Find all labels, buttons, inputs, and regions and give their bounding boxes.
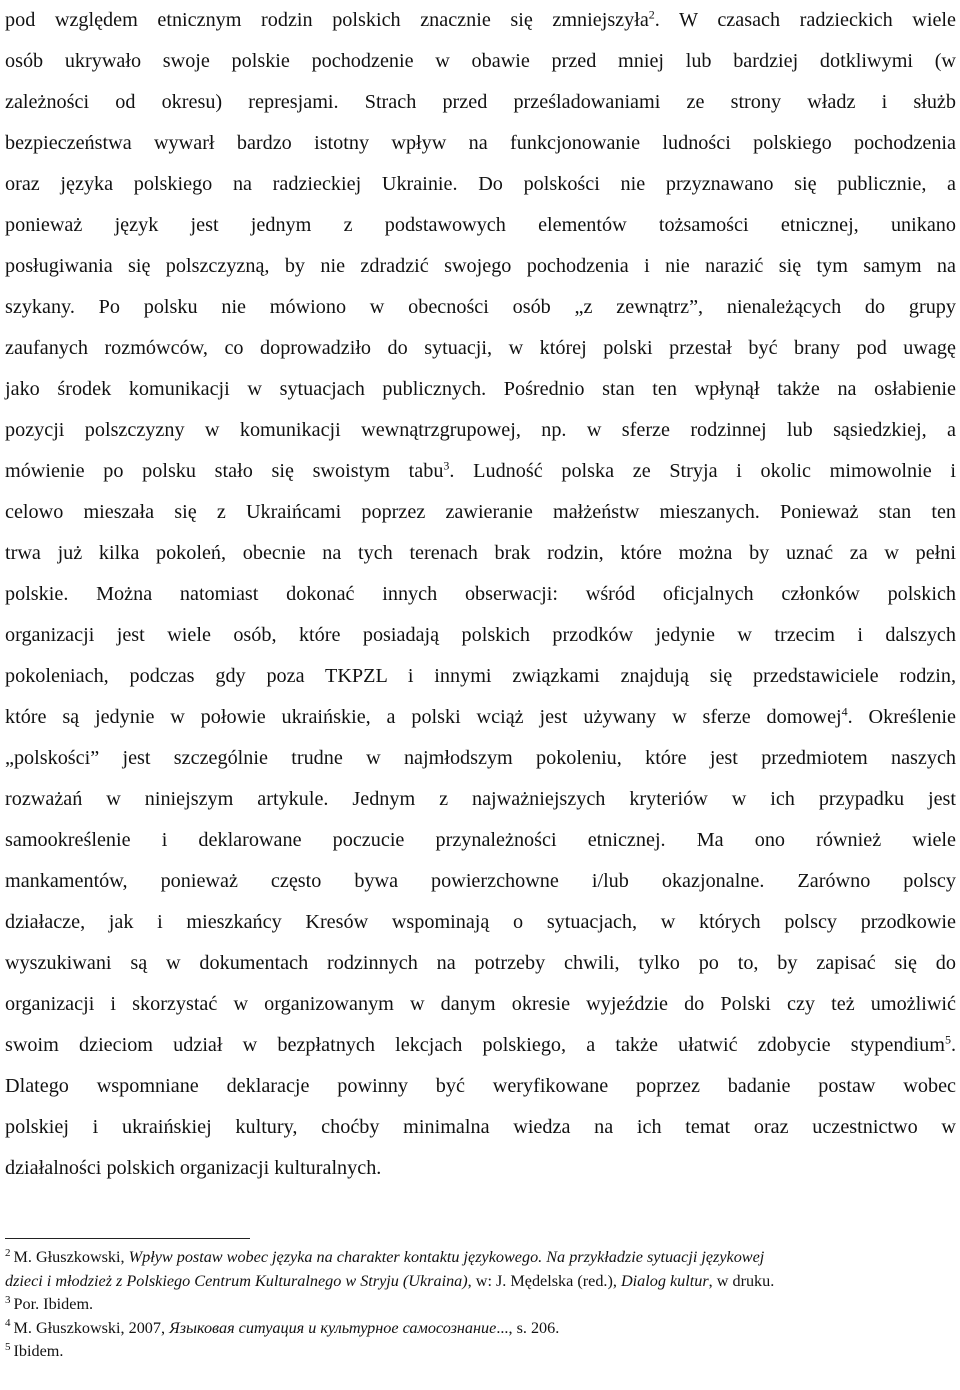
footnotes [5, 1246, 956, 1364]
text-run: mankamentów, ponieważ często bywa powierzchowne i/lub okazjonalne. Zarówno polscy [5, 870, 956, 892]
text-line [5, 943, 956, 984]
footnote-number: 5 [5, 1340, 11, 1353]
text-run: osób ukrywało swoje polskie pochodzenie w obawie przed mniej lub bardziej dotkliwymi (w [5, 50, 956, 72]
text-line [5, 123, 956, 164]
text-run: . [950, 1034, 956, 1056]
text-run: trwa już kilka pokoleń, obecnie na tych terenach brak rodzin, które można by uznać za w pełni [5, 542, 956, 564]
text-run: polskie. Można natomiast dokonać innych obserwacji: wśród oficjalnych członków polskich [5, 583, 956, 605]
text-line [5, 328, 956, 369]
text-line [5, 1148, 956, 1189]
text-run: posługiwania się polszczyzną, by nie zdradzić swojego pochodzenia i nie narazić się tym samym na [5, 255, 956, 277]
text-line [5, 738, 956, 779]
footnote-2 [5, 1246, 956, 1270]
text-run: . Określenie [847, 706, 956, 728]
footnote-separator [5, 1238, 250, 1239]
footnote-5 [5, 1340, 956, 1364]
footnote-3 [5, 1293, 956, 1317]
text-run: szykany. Po polsku nie mówiono w obecności osób „z zewnątrz”, nienależących do grupy [5, 296, 956, 318]
text-line [5, 287, 956, 328]
text-run: oraz języka polskiego na radzieckiej Ukrainie. Do polskości nie przyznawano się publicznie, a [5, 173, 956, 195]
footnote-ref: 2 [648, 7, 655, 22]
text-run: ponieważ język jest jednym z podstawowych elementów tożsamości etnicznej, unikano [5, 214, 956, 236]
text-line [5, 82, 956, 123]
footnote-text: , w: J. Mędelska (red.), [467, 1271, 621, 1290]
text-run: celowo mieszała się z Ukraińcami poprzez zawieranie małżeństw mieszanych. Ponieważ stan ten [5, 501, 956, 523]
text-run: pokoleniach, podczas gdy poza TKPZL i innymi związkami znajdują się przedstawiciele rodzin, [5, 665, 956, 687]
text-line [5, 492, 956, 533]
footnote-number: 4 [5, 1317, 11, 1330]
text-run: rozważań w niniejszym artykule. Jednym z najważniejszych kryteriów w ich przypadku jest [5, 788, 956, 810]
text-run: organizacji i skorzystać w organizowanym w danym okresie wyjeździe do Polski czy też umożliwić [5, 993, 956, 1015]
text-run: wyszukiwani są w dokumentach rodzinnych na potrzeby chwili, tylko po to, by zapisać się do [5, 952, 956, 974]
text-run: bezpieczeństwa wywarł bardzo istotny wpływ na funkcjonowanie ludności polskiego pochodzenia [5, 132, 956, 154]
text-line [5, 779, 956, 820]
text-line [5, 697, 956, 738]
text-line [5, 0, 956, 41]
text-line [5, 1025, 956, 1066]
text-run: organizacji jest wiele osób, które posiadają polskich przodków jedynie w trzecim i dalszych [5, 624, 956, 646]
text-line [5, 41, 956, 82]
text-run: mówienie po polsku stało się swoistym tabu [5, 460, 444, 482]
footnote-text: dzieci i młodzież z Polskiego Centrum Kulturalnego w Stryju (Ukraina) [5, 1271, 468, 1290]
footnote-text: Por. Ibidem. [13, 1295, 94, 1313]
text-line [5, 902, 956, 943]
text-line [5, 1066, 956, 1107]
text-run: działacze, jak i mieszkańcy Kresów wspominają o sytuacjach, w których polscy przodkowie [5, 911, 956, 933]
text-line [5, 451, 956, 492]
text-line [5, 861, 956, 902]
text-line [5, 410, 956, 451]
footnote-ref: 5 [944, 1032, 951, 1047]
text-run: pod względem etnicznym rodzin polskich znacznie się zmniejszyła [5, 9, 649, 31]
text-line [5, 369, 956, 410]
footnote-4 [5, 1317, 956, 1341]
footnote-number: 3 [5, 1293, 11, 1306]
text-run: . Ludność polska ze Stryja i okolic mimowolnie i [449, 460, 956, 482]
footnote-text: ..., s. 206. [496, 1318, 560, 1337]
text-run: które są jedynie w połowie ukraińskie, a polski wciąż jest używany w sferze domowej [5, 706, 842, 728]
text-line [5, 984, 956, 1025]
text-run: swoim dzieciom udział w bezpłatnych lekcjach polskiego, a także ułatwić zdobycie stypendium [5, 1034, 945, 1056]
text-line [5, 820, 956, 861]
footnote-text: Dialog kultur [620, 1271, 709, 1290]
text-run: polskiej i ukraińskiej kultury, choćby minimalna wiedza na ich temat oraz uczestnictwo w [5, 1116, 956, 1138]
text-line [5, 164, 956, 205]
text-line [5, 205, 956, 246]
footnote-text: M. Głuszkowski, 2007, [13, 1318, 170, 1337]
text-run: . W czasach radzieckich wiele [654, 9, 956, 31]
text-run: działalności polskich organizacji kulturalnych. [5, 1157, 382, 1179]
footnote-ref: 3 [443, 458, 450, 473]
footnote-ref: 4 [841, 704, 848, 719]
text-run: zaufanych rozmówców, co doprowadziło do sytuacji, w której polski przestał być brany pod uwagę [5, 337, 956, 359]
footnote-number: 2 [5, 1246, 11, 1259]
footnote-text: Языковая ситуация и культурное самосознание [169, 1318, 497, 1337]
text-line [5, 246, 956, 287]
body-paragraph [5, 0, 956, 1189]
text-line [5, 574, 956, 615]
text-line [5, 533, 956, 574]
footnote-text: M. Głuszkowski, [13, 1248, 129, 1266]
text-run: zależności od okresu) represjami. Strach przed prześladowaniami ze strony władz i służb [5, 91, 956, 113]
footnote-text: , w druku. [708, 1271, 775, 1290]
text-line [5, 1107, 956, 1148]
text-run: samookreślenie i deklarowane poczucie przynależności etnicznej. Ma ono również wiele [5, 829, 956, 851]
footnote-text: Ibidem. [13, 1342, 64, 1360]
footnote-2-continued [5, 1270, 956, 1294]
text-run: jako środek komunikacji w sytuacjach publicznych. Pośrednio stan ten wpłynął także na osłabienie [5, 378, 956, 400]
text-run: pozycji polszczyzny w komunikacji wewnątrzgrupowej, np. w sferze rodzinnej lub sąsiedzkiej, a [5, 419, 956, 441]
text-run: „polskości” jest szczególnie trudne w najmłodszym pokoleniu, które jest przedmiotem naszych [5, 747, 956, 769]
text-line [5, 656, 956, 697]
text-line [5, 615, 956, 656]
footnote-text: Wpływ postaw wobec języka na charakter kontaktu językowego. Na przykładzie sytuacji językowej [128, 1248, 765, 1266]
text-run: Dlatego wspomniane deklaracje powinny być weryfikowane poprzez badanie postaw wobec [5, 1075, 956, 1097]
